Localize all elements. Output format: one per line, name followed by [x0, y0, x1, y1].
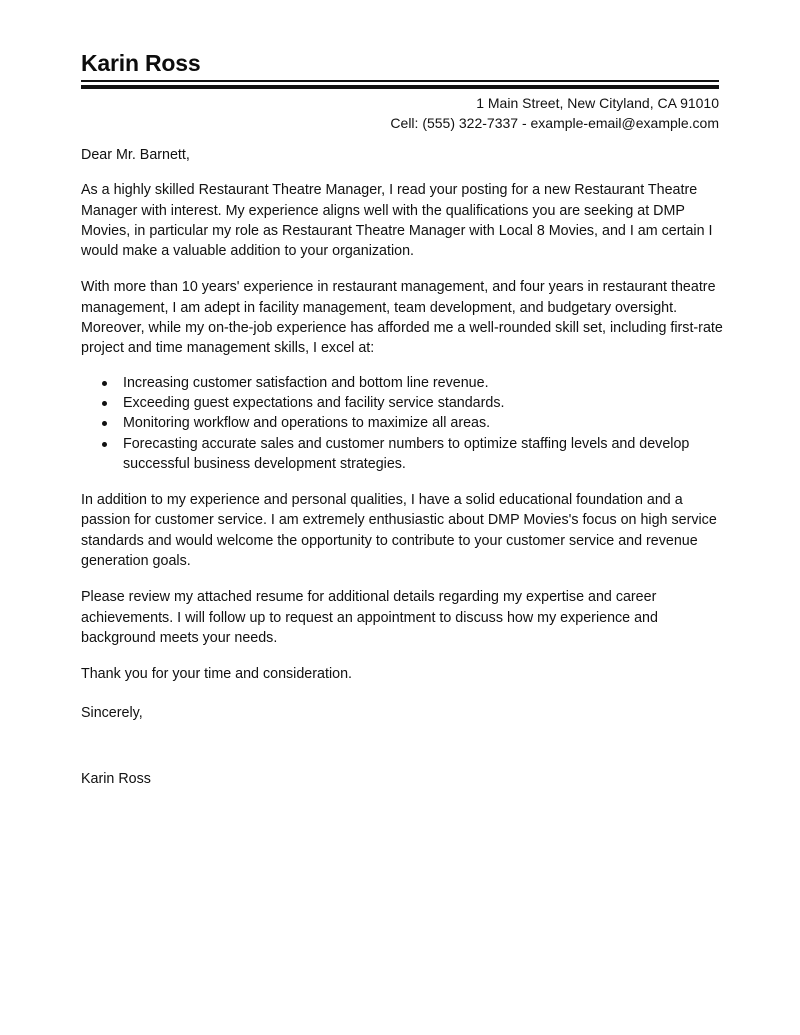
paragraph-followup: Please review my attached resume for additional details regarding my expertise and career achievements. I will follow up to request an appointment to discuss how my experience and background meets your needs.: [81, 589, 658, 646]
paragraph-intro: As a highly skilled Restaurant Theatre Manager, I read your posting for a new Restaurant Theatre Manager with interest. My experience aligns well with the qualifications you are seeking at DMP Movies, in particular my role as Restaurant Theatre Manager with Local 8 Movies, and I am certain I would make a valuable addition to your organization.: [81, 182, 713, 260]
phone-email-line: Cell: (555) 322-7337 - example-email@example.com: [390, 114, 719, 131]
list-item: Forecasting accurate sales and customer numbers to optimize staffing levels and develop successful business development strategies.: [81, 434, 726, 475]
skills-list: [81, 373, 726, 474]
bullet-icon: [102, 442, 107, 447]
paragraph-experience: With more than 10 years' experience in restaurant management, and four years in restaurant theatre management, I am adept in facility management, team development, and budgetary oversight. Moreover, while my on-the-job experience has afforded me a well-rounded skill set, including first-rate project and time management skills, I excel at:: [81, 279, 723, 357]
bullet-icon: [102, 381, 107, 386]
list-item: Monitoring workflow and operations to maximize all areas.: [81, 413, 726, 433]
header-rule-thick: [81, 85, 719, 89]
bullet-icon: [102, 401, 107, 406]
letter-body: [81, 145, 726, 805]
bullet-icon: [102, 421, 107, 426]
salutation: Dear Mr. Barnett,: [81, 147, 190, 163]
signoff: Sincerely,: [81, 704, 143, 721]
list-item: Exceeding guest expectations and facility service standards.: [81, 393, 726, 413]
contact-block: [390, 94, 719, 133]
signature-name: Karin Ross: [81, 770, 151, 787]
list-item: Increasing customer satisfaction and bottom line revenue.: [81, 373, 726, 393]
paragraph-education: In addition to my experience and personal qualities, I have a solid educational foundation and a passion for customer service. I am extremely enthusiastic about DMP Movies's focus on high service standards and would welcome the opportunity to contribute to your customer service and revenue generation goals.: [81, 492, 717, 570]
header-rule-thin: [81, 80, 719, 82]
address-line: 1 Main Street, New Cityland, CA 91010: [476, 95, 719, 111]
closing-line: Thank you for your time and consideration.: [81, 666, 352, 683]
applicant-name: Karin Ross: [81, 50, 201, 76]
